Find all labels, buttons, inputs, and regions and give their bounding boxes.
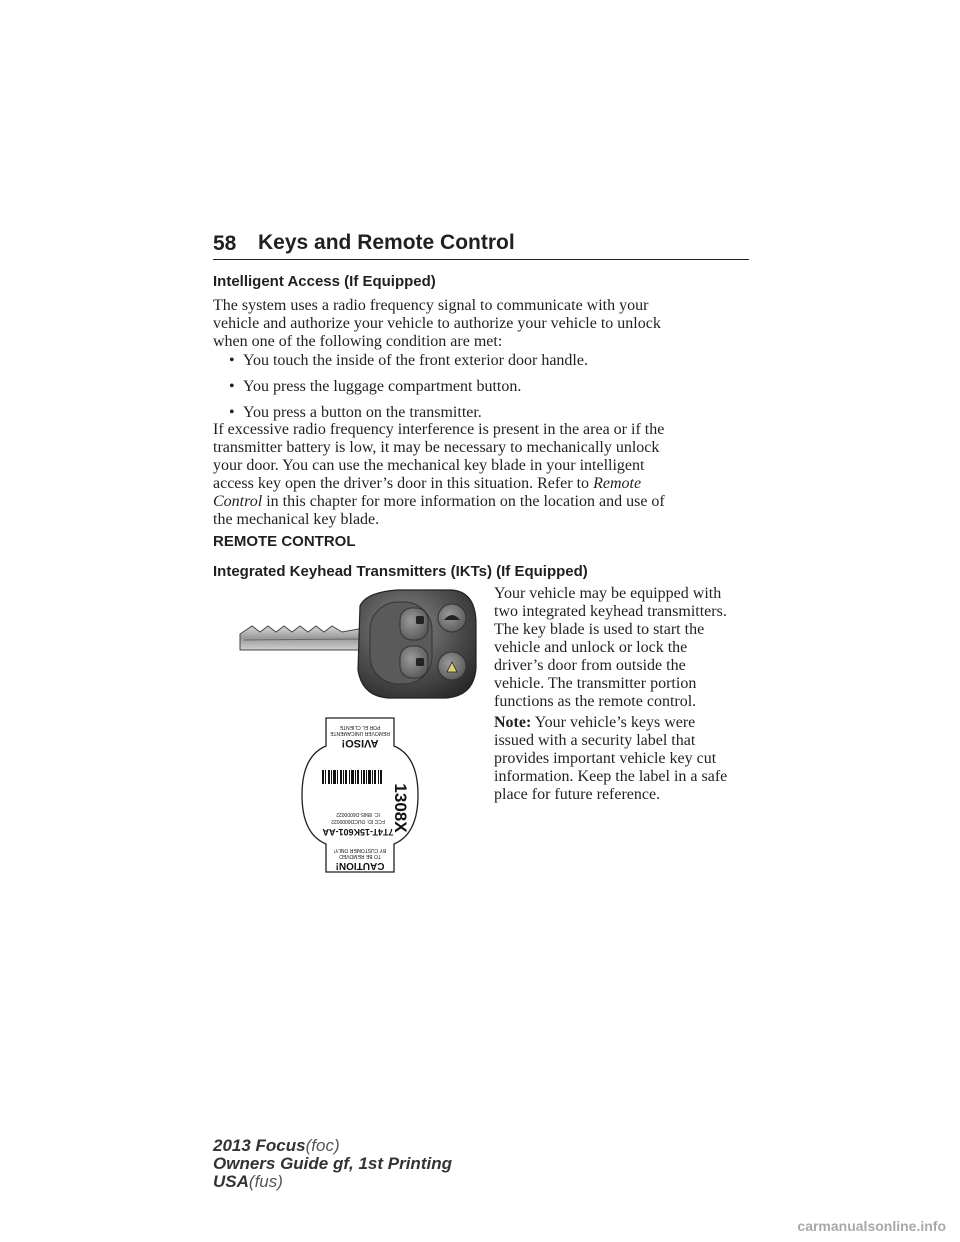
ikt-body: Your vehicle may be equipped with two integrated keyhead transmitters. The key blade is used to start the vehicle and unlock or lock the driver’s door from outside the vehicle. The transmitter portion functions as the remote control. <box>494 585 727 710</box>
document-footer: 2013 Focus(foc) Owners Guide gf, 1st Printing USA(fus) <box>213 1136 452 1191</box>
intro-line: vehicle and authorize your vehicle to authorize your vehicle to unlock <box>213 315 661 332</box>
list-item: • You press the luggage compartment button. <box>229 378 522 395</box>
list-item: • You touch the inside of the front exterior door handle. <box>229 352 588 369</box>
intro-line: The system uses a radio frequency signal to communicate with your <box>213 297 649 314</box>
aviso-text: AVISO! <box>341 737 379 749</box>
intelligent-access-heading: Intelligent Access (If Equipped) <box>213 273 436 290</box>
watermark: carmanualsonline.info <box>797 1218 946 1234</box>
keyhead-transmitter-illustration <box>238 588 480 700</box>
key-blade <box>240 626 364 650</box>
chapter-title: Keys and Remote Control <box>258 231 515 254</box>
remote-control-heading: REMOTE CONTROL <box>213 533 356 550</box>
page-number: 58 <box>213 232 237 255</box>
note-paragraph: Note: Your vehicle’s keys were issued with a security label that provides important vehicle key cut information. Keep the label in a safe place for future reference. <box>494 714 728 803</box>
list-item: • You press a button on the transmitter. <box>229 404 482 421</box>
caution-text: CAUTION! <box>335 860 385 871</box>
remote-control-link[interactable]: Remote <box>593 475 642 492</box>
ikt-heading: Integrated Keyhead Transmitters (IKTs) (If Equipped) <box>213 563 588 580</box>
lock-button <box>400 608 428 640</box>
key-security-label: CAUTION! TO BE REMOVED BY CUSTOMER ONLY! 1308X 7T4T-15K601-AA FCC ID: OUCD6000022 IC: 8565-D6000022 AVISO! REMOVER UNICAMENTE POR EL CLIENTE <box>300 716 420 874</box>
key-code: 1308X <box>391 783 410 833</box>
header-rule <box>213 259 749 260</box>
remote-control-link[interactable]: Control <box>213 493 263 510</box>
bullet-list <box>229 352 588 422</box>
note-label: Note: <box>494 714 532 731</box>
interference-paragraph: If excessive radio frequency interference is present in the area or if the transmitter battery is low, it may be necessary to mechanically unlock your door. You can use the mechanical key blade in your intelligent access key open the driver’s door in this situation. Refer to Remote Control in this chapter for more information on the location and use of the mechanical key blade. <box>213 421 665 528</box>
intro-line: when one of the following condition are met: <box>213 333 503 350</box>
intelligent-access-intro <box>213 297 661 351</box>
part-number: 7T4T-15K601-AA <box>322 827 394 837</box>
